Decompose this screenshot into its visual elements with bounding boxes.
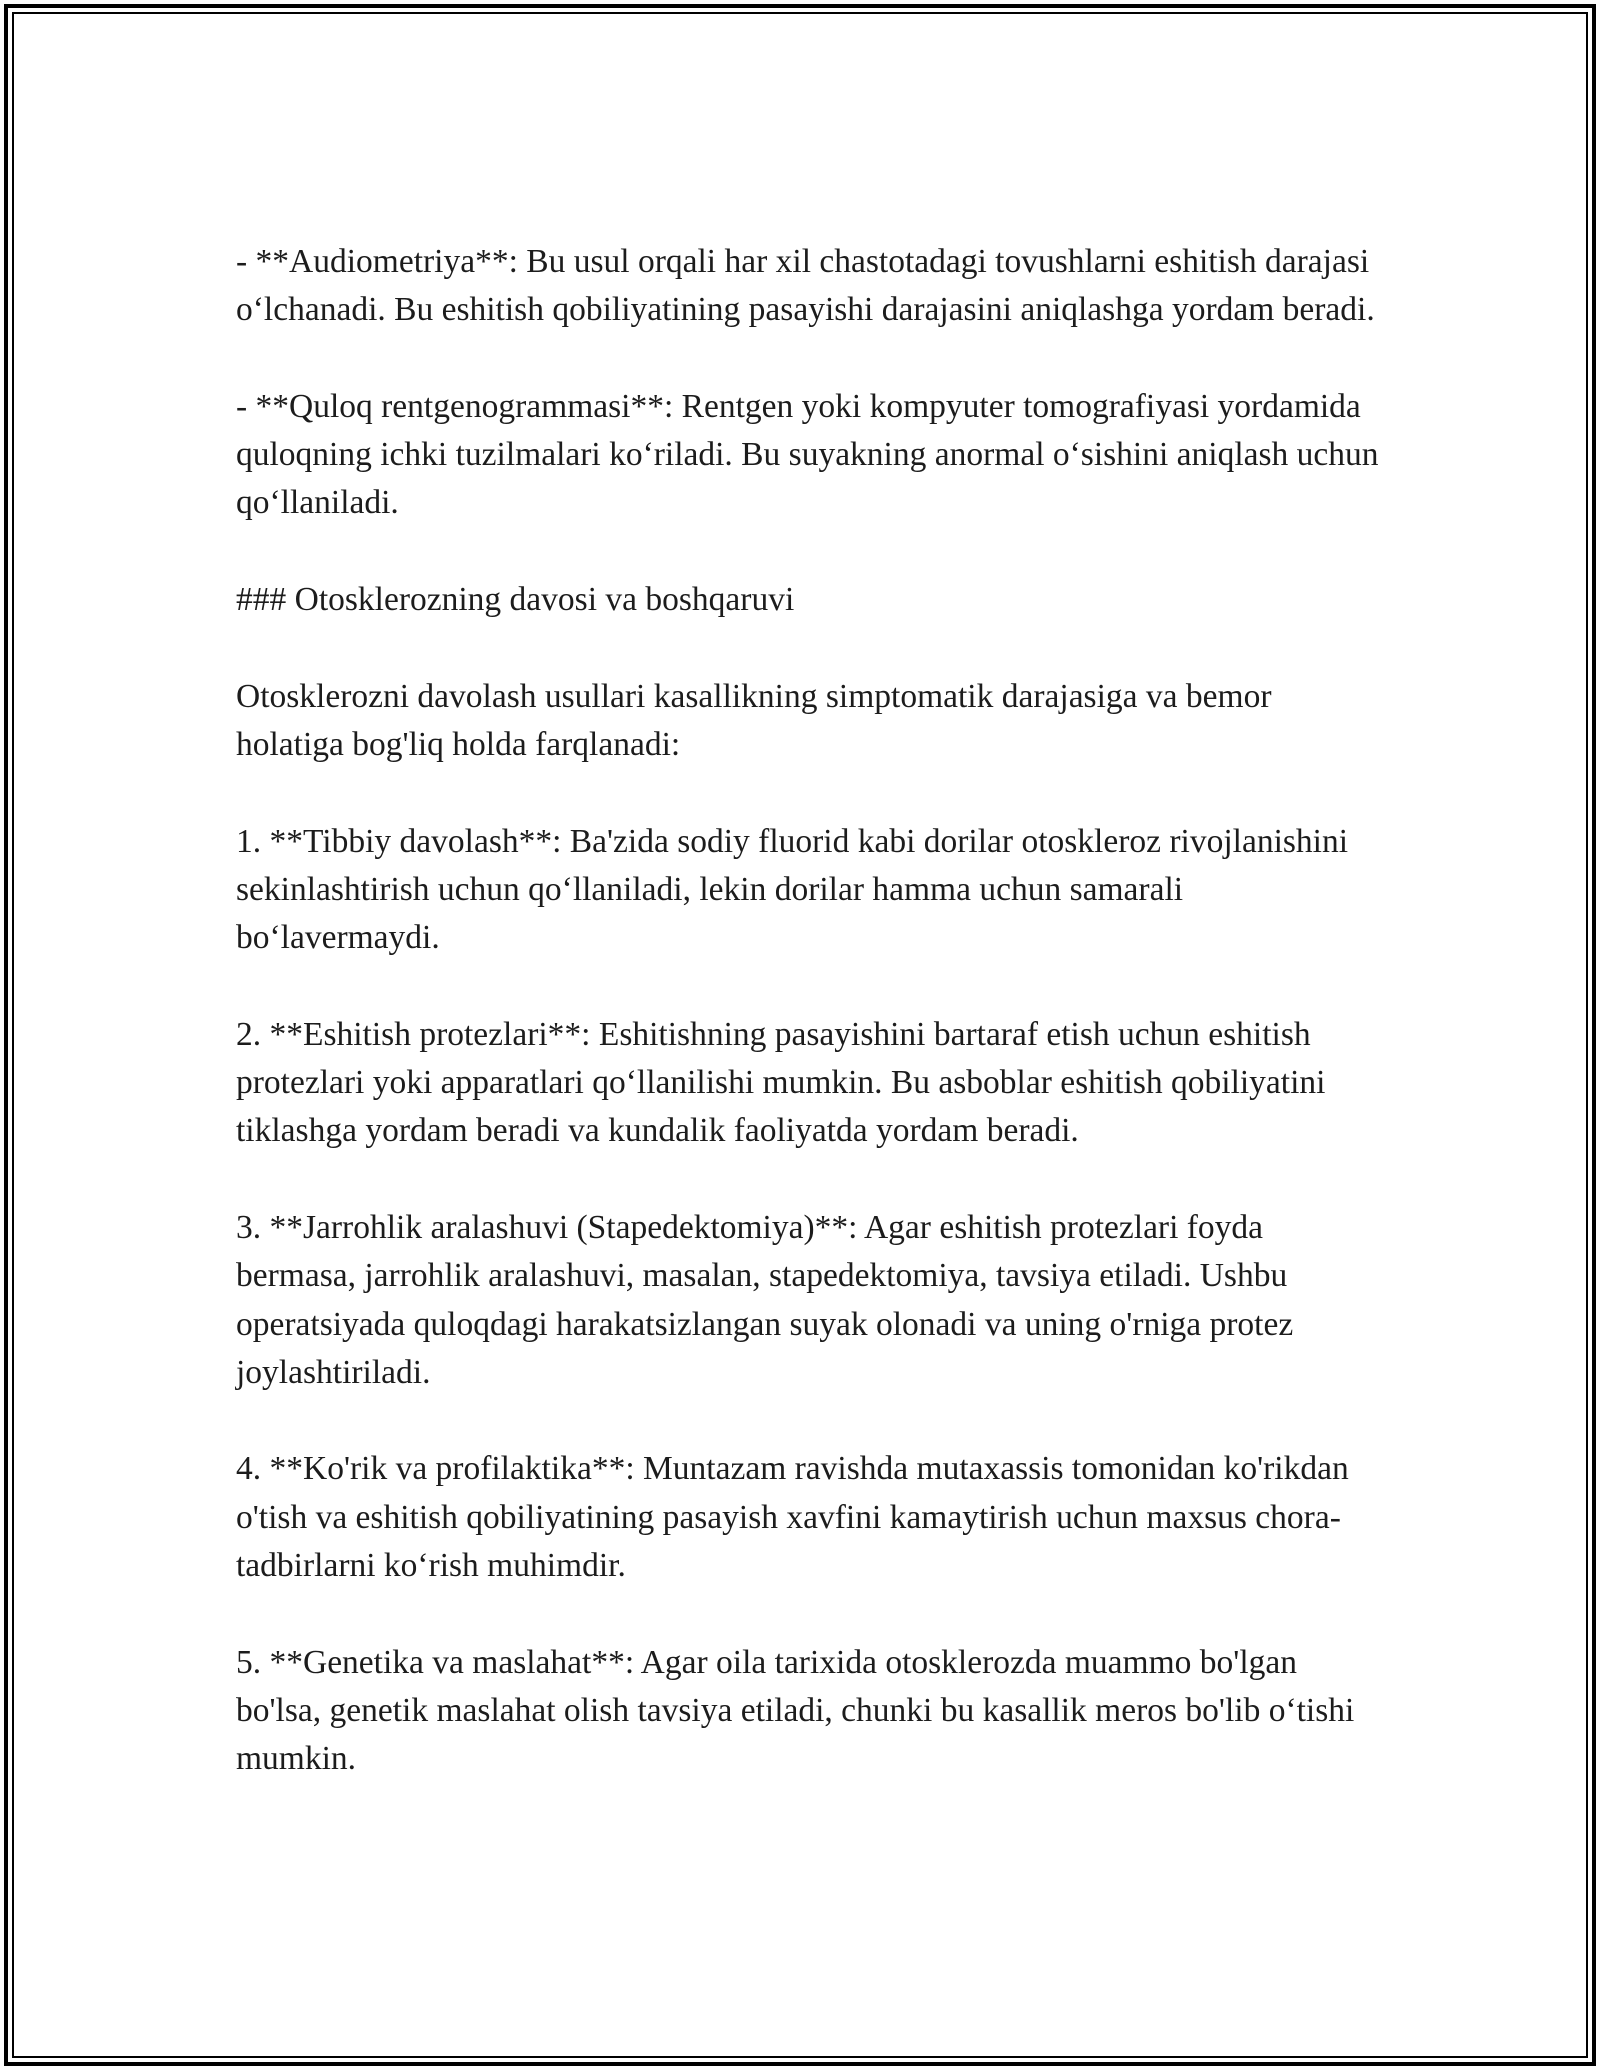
intro-paragraph: Otosklerozni davolash usullari kasallikning simptomatik darajasiga va bemor holatiga bog'liq holda farqlanadi: [236, 677, 1272, 763]
list-item-hearing-aids: 2. **Eshitish protezlari**: Eshitishning pasayishini bartaraf etish uchun eshitish protezlari yoki apparatlari qo‘llanilishi mumkin. Bu asboblar eshitish qobiliyatini tiklashga yordam beradi va kundalik faoliyatda yordam beradi. [236, 1015, 1326, 1150]
list-item-checkup-prevention: 4. **Ko'rik va profilaktika**: Muntazam ravishda mutaxassis tomonidan ko'rikdan o'tish va eshitish qobiliyatining pasayish xavfini kamaytirish uchun maxsus chora-tadbirlarni ko‘rish muhimdir. [236, 1450, 1349, 1585]
list-item-medical-treatment: 1. **Tibbiy davolash**: Ba'zida sodiy fluorid kabi dorilar otoskleroz rivojlanishini sekinlashtirish uchun qo‘llaniladi, lekin dorilar hamma uchun samarali bo‘lavermaydi. [236, 822, 1349, 957]
section-heading: ### Otosklerozning davosi va boshqaruvi [236, 581, 795, 619]
list-item-surgery: 3. **Jarrohlik aralashuvi (Stapedektomiya)**: Agar eshitish protezlari foyda bermasa, jarrohlik aralashuvi, masalan, stapedektomiya, tavsiya etiladi. Ushbu operatsiyada quloqdagi harakatsizlangan suyak olonadi va uning o'rniga protez joylashtiriladi. [236, 1208, 1294, 1391]
list-item-genetics-counseling: 5. **Genetika va maslahat**: Agar oila tarixida otosklerozda muammo bo'lgan bo'lsa, genetik maslahat olish tavsiya etiladi, chunki bu kasallik meros bo'lib o‘tishi mumkin. [236, 1643, 1355, 1778]
document-body [236, 238, 1386, 1784]
audiometry-paragraph: - **Audiometriya**: Bu usul orqali har xil chastotadagi tovushlarni eshitish darajasi o‘lchanadi. Bu eshitish qobiliyatining pasayishi darajasini aniqlashga yordam beradi. [236, 243, 1375, 329]
ear-xray-paragraph: - **Quloq rentgenogrammasi**: Rentgen yoki kompyuter tomografiyasi yordamida quloqning ichki tuzilmalari ko‘riladi. Bu suyakning anormal o‘sishini aniqlash uchun qo‘llaniladi. [236, 387, 1379, 522]
